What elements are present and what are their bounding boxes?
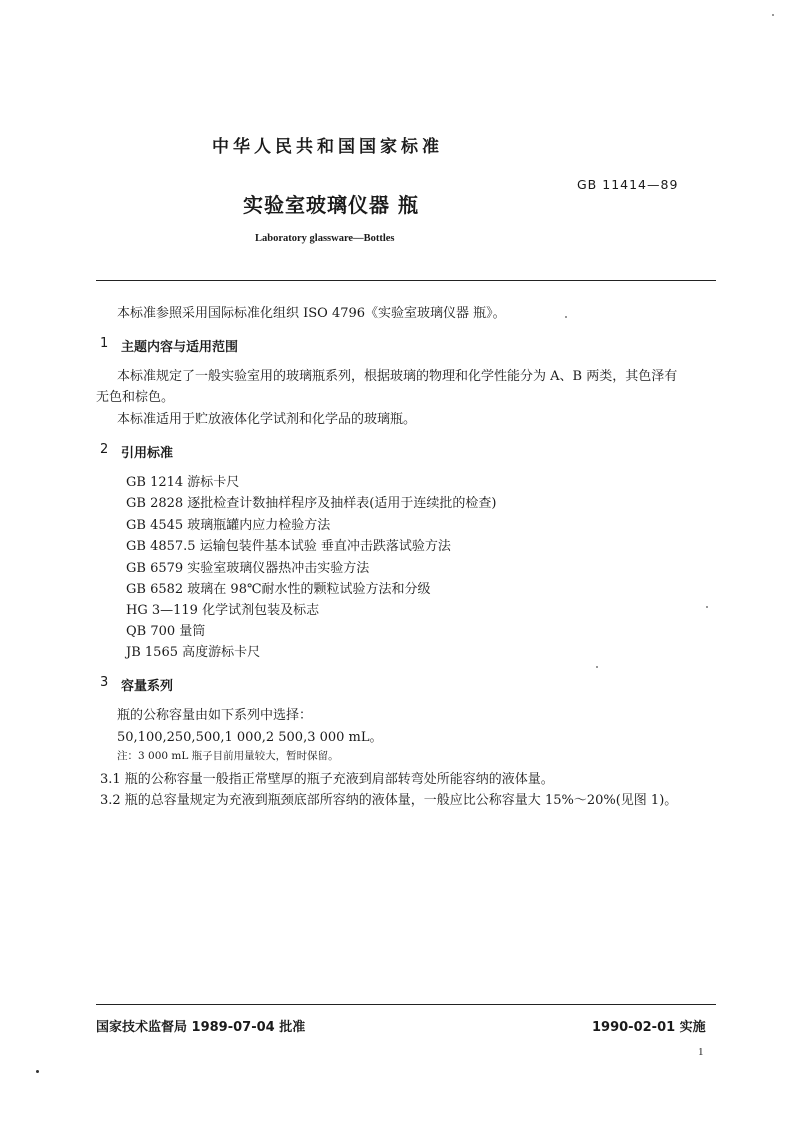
top-divider — [96, 280, 716, 281]
section-3-number: 3 — [100, 675, 109, 690]
reference-item: QB 700 量筒 — [126, 624, 206, 639]
section-1-number: 1 — [100, 336, 109, 351]
reference-item: GB 1214 游标卡尺 — [126, 475, 240, 490]
reference-item: GB 4545 玻璃瓶罐内应力检验方法 — [126, 518, 331, 533]
scan-speck — [565, 316, 567, 318]
section-2-number: 2 — [100, 442, 109, 457]
approval-date: 国家技术监督局 1989-07-04 批准 — [96, 1020, 306, 1035]
capacity-note: 注：3 000 mL 瓶子目前用量较大，暂时保留。 — [117, 750, 339, 762]
section-1-para-2: 本标准适用于贮放液体化学试剂和化学品的玻璃瓶。 — [117, 412, 417, 427]
bottom-divider — [96, 1004, 716, 1005]
page-number: 1 — [698, 1046, 704, 1058]
section-3-title: 容量系列 — [121, 679, 174, 694]
reference-item: HG 3—119 化学试剂包装及标志 — [126, 603, 320, 618]
clause-3-1: 3.1 瓶的公称容量一般指正常壁厚的瓶子充液到肩部转弯处所能容纳的液体量。 — [100, 772, 554, 787]
section-1-title: 主题内容与适用范围 — [121, 340, 239, 355]
document-title-english: Laboratory glassware—Bottles — [255, 233, 395, 244]
reference-item: GB 2828 逐批检查计数抽样程序及抽样表(适用于连续批的检查) — [126, 496, 497, 511]
section-2-title: 引用标准 — [121, 446, 174, 461]
reference-item: JB 1565 高度游标卡尺 — [126, 645, 261, 660]
reference-item: GB 4857.5 运输包装件基本试验 垂直冲击跌落试验方法 — [126, 539, 451, 554]
scan-speck — [772, 14, 774, 16]
capacity-series-intro: 瓶的公称容量由如下系列中选择： — [117, 708, 313, 723]
clause-3-2: 3.2 瓶的总容量规定为充液到瓶颈底部所容纳的液体量，一般应比公称容量大 15%～20%(见图 1)。 — [100, 793, 678, 808]
reference-item: GB 6582 玻璃在 98℃耐水性的颗粒试验方法和分级 — [126, 582, 431, 597]
implementation-date: 1990-02-01 实施 — [592, 1020, 706, 1035]
section-1-para-1-line-2: 无色和棕色。 — [96, 390, 175, 405]
capacity-series-values: 50,100,250,500,1 000,2 500,3 000 mL。 — [117, 730, 383, 745]
scan-speck — [706, 606, 708, 608]
intro-paragraph: 本标准参照采用国际标准化组织 ISO 4796《实验室玻璃仪器 瓶》。 — [117, 306, 506, 321]
national-standard-heading: 中华人民共和国国家标准 — [212, 137, 443, 157]
document-title: 实验室玻璃仪器 瓶 — [243, 193, 419, 217]
scan-speck — [36, 1070, 39, 1073]
section-1-para-1-line-1: 本标准规定了一般实验室用的玻璃瓶系列，根据玻璃的物理和化学性能分为 A、B 两类，其色泽有 — [117, 369, 678, 384]
standard-code: GB 11414—89 — [577, 177, 679, 192]
reference-item: GB 6579 实验室玻璃仪器热冲击实验方法 — [126, 561, 370, 576]
scan-speck — [596, 666, 598, 668]
